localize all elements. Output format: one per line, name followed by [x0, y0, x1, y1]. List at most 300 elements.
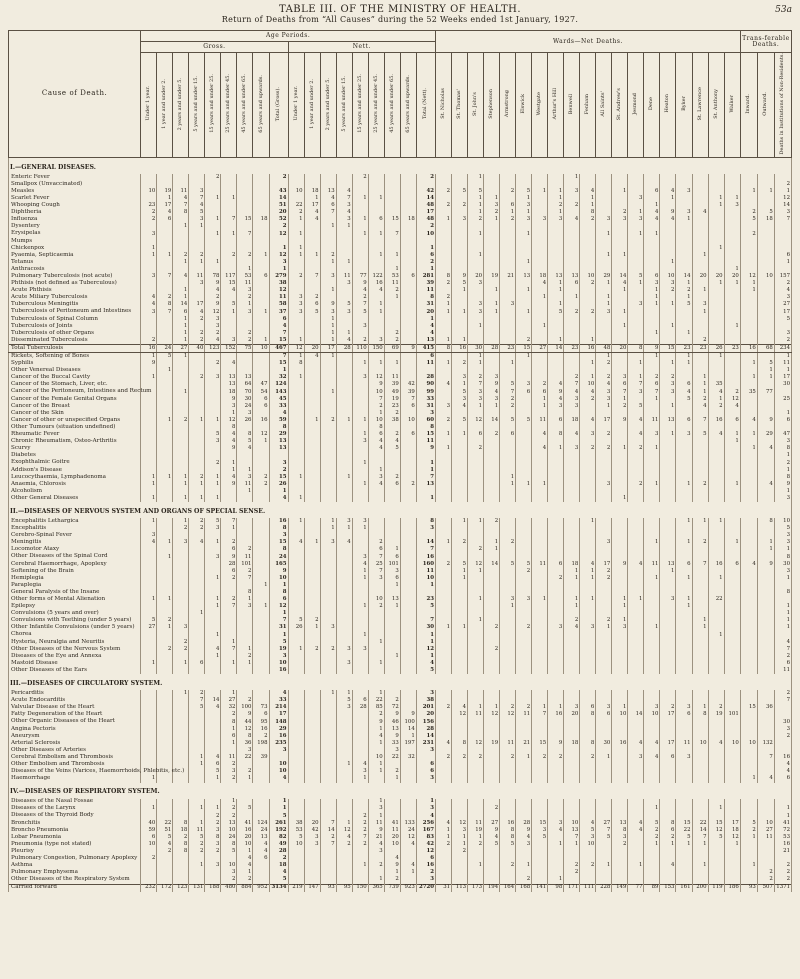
value-cell: 1 — [740, 775, 757, 782]
value-cell — [336, 453, 352, 460]
value-cell — [400, 582, 416, 589]
value-cell — [724, 733, 740, 740]
value-cell — [253, 554, 269, 561]
value-cell: 228 — [596, 884, 612, 892]
value-cell: 100 — [237, 704, 253, 711]
value-cell: 2 — [221, 575, 237, 582]
value-cell: 123 — [173, 884, 189, 892]
cause-name: Cerebro-Spinal Fever — [9, 532, 141, 539]
value-cell — [500, 639, 516, 646]
value-cell — [400, 525, 416, 532]
value-cell: 2 — [580, 309, 596, 316]
value-cell — [757, 252, 774, 259]
value-cell: 2 — [368, 403, 384, 410]
value-cell: 2 — [269, 467, 288, 474]
value-cell: 10 — [141, 841, 157, 848]
value-cell — [336, 806, 352, 813]
value-cell: 8 — [269, 424, 288, 431]
value-cell: 232 — [141, 884, 157, 892]
value-cell: 261 — [269, 820, 288, 827]
value-cell: 11 — [416, 287, 435, 294]
value-cell — [304, 639, 320, 646]
value-cell — [157, 690, 173, 697]
value-cell — [173, 603, 189, 610]
value-cell: 3 — [336, 646, 352, 653]
value-cell — [157, 280, 173, 287]
value-cell — [304, 389, 320, 396]
value-cell: 2 — [774, 653, 791, 660]
value-cell: 3 — [320, 540, 336, 547]
value-cell: 3 — [205, 862, 221, 869]
value-cell: 1 — [644, 396, 660, 403]
value-cell — [336, 460, 352, 467]
value-cell: 24 — [253, 827, 269, 834]
value-cell: 4 — [189, 202, 205, 209]
value-cell: 7 — [221, 603, 237, 610]
value-cell — [141, 554, 157, 561]
value-cell — [628, 768, 644, 775]
value-cell: 19 — [708, 712, 724, 719]
value-cell — [304, 453, 320, 460]
value-cell: 7 — [221, 518, 237, 525]
value-cell — [468, 869, 484, 876]
value-cell: 20 — [384, 834, 400, 841]
value-cell: 13 — [564, 827, 580, 834]
value-cell — [516, 540, 532, 547]
value-cell — [304, 518, 320, 525]
value-cell: 1 — [320, 389, 336, 396]
value-cell — [708, 330, 724, 337]
value-cell — [304, 719, 320, 726]
value-cell — [205, 181, 221, 188]
value-cell: 2 — [500, 216, 516, 223]
value-cell: 3 — [484, 202, 500, 209]
value-cell — [320, 481, 336, 488]
cause-name: Paraplegia — [9, 582, 141, 589]
value-cell: 1 — [157, 474, 173, 481]
ward-column-9 — [580, 53, 596, 158]
value-cell — [288, 596, 304, 603]
value-cell: 1 — [740, 287, 757, 294]
value-cell: 2 — [352, 295, 368, 302]
value-cell: 53 — [774, 834, 791, 841]
cause-name: Convulsions with Teething (under 5 years) — [9, 618, 141, 625]
value-cell: 1 — [436, 216, 452, 223]
value-cell: 4 — [724, 403, 740, 410]
value-cell: 2 — [516, 337, 532, 345]
value-cell — [468, 667, 484, 674]
value-cell: 1 — [532, 295, 548, 302]
value-cell — [336, 287, 352, 294]
table-row — [9, 639, 792, 646]
value-cell — [304, 799, 320, 806]
value-cell — [532, 474, 548, 481]
value-cell: 1 — [352, 862, 368, 869]
cause-name: Aneurysm — [9, 733, 141, 740]
value-cell: 3 — [288, 295, 304, 302]
gross-age-column-2-label: 2 years and under 5. — [177, 77, 184, 130]
value-cell: 1 — [468, 862, 484, 869]
value-cell — [692, 445, 708, 452]
value-cell — [320, 582, 336, 589]
value-cell — [676, 224, 692, 231]
gross-age-column-7 — [253, 53, 269, 158]
value-cell: 2 — [468, 754, 484, 761]
value-cell: 1 — [336, 761, 352, 768]
cause-name: Phthisis (not defined as Tuberculous) — [9, 280, 141, 287]
value-cell: 1 — [368, 660, 384, 667]
value-cell — [484, 869, 500, 876]
table-row — [9, 295, 792, 302]
value-cell — [500, 877, 516, 885]
value-cell — [612, 568, 628, 575]
value-cell: 6 — [644, 188, 660, 195]
cause-name: Pulmonary Tuberculosis (not acute) — [9, 273, 141, 280]
value-cell — [400, 474, 416, 481]
value-cell: 5 — [452, 389, 468, 396]
value-cell: 4 — [774, 287, 791, 294]
value-cell: 6 — [676, 561, 692, 568]
value-cell — [708, 252, 724, 259]
value-cell — [564, 719, 580, 726]
gross-age-column-3-label: 5 years and under 15. — [193, 75, 200, 132]
value-cell: 12 — [774, 195, 791, 202]
value-cell — [757, 806, 774, 813]
value-cell: 26 — [708, 345, 724, 353]
value-cell — [628, 495, 644, 502]
value-cell — [580, 719, 596, 726]
value-cell: 21 — [516, 740, 532, 747]
value-cell — [740, 195, 757, 202]
value-cell: 3 — [352, 518, 368, 525]
value-cell — [253, 195, 269, 202]
value-cell — [253, 460, 269, 467]
value-cell: 72 — [774, 827, 791, 834]
value-cell: 5 — [516, 188, 532, 195]
value-cell: 1 — [320, 259, 336, 266]
value-cell — [708, 690, 724, 697]
value-cell — [708, 525, 724, 532]
value-cell — [660, 396, 676, 403]
value-cell — [189, 733, 205, 740]
value-cell: 1 — [724, 540, 740, 547]
value-cell: 2 — [468, 445, 484, 452]
value-cell — [452, 231, 468, 238]
value-cell — [304, 848, 320, 855]
value-cell — [173, 238, 189, 245]
value-cell — [253, 799, 269, 806]
value-cell — [253, 667, 269, 674]
value-cell — [628, 460, 644, 467]
value-cell: 2 — [468, 216, 484, 223]
value-cell — [564, 877, 580, 885]
value-cell — [757, 382, 774, 389]
value-cell — [612, 460, 628, 467]
value-cell — [253, 367, 269, 374]
value-cell — [173, 231, 189, 238]
value-cell — [157, 224, 173, 231]
value-cell: 2 — [774, 460, 791, 467]
value-cell: 4 — [740, 417, 757, 424]
value-cell: 1 — [221, 309, 237, 316]
value-cell — [644, 474, 660, 481]
value-cell — [532, 245, 548, 252]
value-cell — [436, 806, 452, 813]
value-cell — [500, 453, 516, 460]
value-cell — [320, 424, 336, 431]
value-cell — [288, 806, 304, 813]
value-cell: 1 — [484, 302, 500, 309]
value-cell — [468, 806, 484, 813]
value-cell — [173, 547, 189, 554]
value-cell — [141, 575, 157, 582]
value-cell — [436, 568, 452, 575]
value-cell: 2 — [500, 403, 516, 410]
value-cell — [532, 610, 548, 617]
value-cell — [644, 238, 660, 245]
value-cell: 1 — [237, 660, 253, 667]
value-cell: 4 — [352, 561, 368, 568]
value-cell — [644, 245, 660, 252]
value-cell: 1 — [205, 575, 221, 582]
value-cell — [368, 525, 384, 532]
value-cell: 14 — [320, 827, 336, 834]
value-cell: 29 — [269, 431, 288, 438]
value-cell — [468, 495, 484, 502]
value-cell — [612, 632, 628, 639]
value-cell: 1 — [269, 266, 288, 273]
value-cell: 149 — [612, 884, 628, 892]
value-cell — [628, 309, 644, 316]
table-row — [9, 216, 792, 223]
value-cell: 6 — [516, 389, 532, 396]
value-cell: 8 — [692, 712, 708, 719]
value-cell — [708, 618, 724, 625]
value-cell — [320, 474, 336, 481]
value-cell: 1 — [596, 302, 612, 309]
value-cell: 11 — [189, 827, 205, 834]
value-cell — [141, 330, 157, 337]
value-cell — [484, 610, 500, 617]
value-cell — [336, 252, 352, 259]
value-cell — [320, 360, 336, 367]
value-cell: 1 — [708, 353, 724, 361]
value-cell — [564, 667, 580, 674]
value-cell: 2 — [205, 813, 221, 820]
value-cell: 1 — [548, 302, 564, 309]
value-cell — [564, 632, 580, 639]
value-cell: 27 — [173, 345, 189, 353]
value-cell: 30 — [774, 561, 791, 568]
value-cell — [468, 660, 484, 667]
value-cell — [304, 525, 320, 532]
value-cell — [708, 547, 724, 554]
value-cell — [676, 467, 692, 474]
value-cell — [596, 775, 612, 782]
value-cell — [141, 561, 157, 568]
value-cell: 30 — [774, 719, 791, 726]
value-cell: 1 — [692, 375, 708, 382]
value-cell — [596, 660, 612, 667]
value-cell: 3 — [532, 216, 548, 223]
value-cell: 2 — [436, 754, 452, 761]
value-cell — [189, 382, 205, 389]
value-cell — [628, 813, 644, 820]
value-cell — [532, 761, 548, 768]
value-cell — [580, 667, 596, 674]
value-cell: 4 — [757, 445, 774, 452]
value-cell — [580, 761, 596, 768]
value-cell — [532, 495, 548, 502]
value-cell — [740, 632, 757, 639]
value-cell — [400, 547, 416, 554]
value-cell: 1 — [352, 195, 368, 202]
value-cell: 95 — [336, 884, 352, 892]
value-cell: 24 — [157, 345, 173, 353]
value-cell: 1 — [352, 775, 368, 782]
value-cell — [628, 775, 644, 782]
value-cell — [288, 554, 304, 561]
value-cell — [612, 316, 628, 323]
value-cell — [484, 445, 500, 452]
value-cell — [612, 174, 628, 181]
value-cell — [320, 547, 336, 554]
value-cell — [141, 424, 157, 431]
value-cell: 197 — [400, 740, 416, 747]
value-cell — [189, 467, 205, 474]
value-cell: 8 — [288, 360, 304, 367]
value-cell — [221, 632, 237, 639]
value-cell: 2 — [452, 202, 468, 209]
value-cell — [468, 238, 484, 245]
value-cell: 3 — [660, 389, 676, 396]
value-cell: 31 — [416, 302, 435, 309]
ward-column-8 — [564, 53, 580, 158]
value-cell — [253, 174, 269, 181]
value-cell: 3 — [288, 302, 304, 309]
value-cell — [724, 445, 740, 452]
value-cell — [612, 195, 628, 202]
value-cell — [320, 431, 336, 438]
value-cell — [596, 488, 612, 495]
value-cell: 13 — [416, 337, 435, 345]
value-cell: 4 — [580, 417, 596, 424]
value-cell: 7 — [368, 554, 384, 561]
value-cell: 14 — [416, 733, 435, 740]
value-cell — [253, 181, 269, 188]
value-cell — [708, 754, 724, 761]
value-cell — [253, 610, 269, 617]
value-cell: 1 — [173, 295, 189, 302]
value-cell: 1 — [221, 467, 237, 474]
value-cell — [320, 488, 336, 495]
value-cell: 1 — [221, 740, 237, 747]
value-cell — [692, 589, 708, 596]
value-cell: 2 — [548, 754, 564, 761]
value-cell: 16 — [253, 726, 269, 733]
cause-name: Leucocythaemia, Lymphadenoma — [9, 474, 141, 481]
value-cell — [724, 337, 740, 345]
value-cell: 6 — [352, 697, 368, 704]
value-cell: 1 — [368, 740, 384, 747]
value-cell: 1 — [692, 389, 708, 396]
nett-age-column-8 — [416, 53, 435, 158]
value-cell: 6 — [532, 389, 548, 396]
value-cell: 1 — [368, 726, 384, 733]
value-cell — [660, 761, 676, 768]
value-cell — [644, 603, 660, 610]
value-cell — [141, 740, 157, 747]
value-cell — [757, 488, 774, 495]
value-cell: 1 — [468, 209, 484, 216]
value-cell — [368, 625, 384, 632]
nett-age-column-4-label: 15 years and under 25. — [356, 74, 363, 134]
value-cell — [644, 761, 660, 768]
value-cell — [189, 625, 205, 632]
value-cell — [352, 667, 368, 674]
value-cell — [304, 690, 320, 697]
table-row — [9, 697, 792, 704]
value-cell: 2 — [384, 431, 400, 438]
value-cell: 44 — [237, 719, 253, 726]
value-cell: 2 — [580, 280, 596, 287]
cause-name: Mumps — [9, 238, 141, 245]
value-cell — [253, 259, 269, 266]
value-cell: 4 — [676, 389, 692, 396]
value-cell: 19 — [384, 396, 400, 403]
value-cell: 219 — [288, 884, 304, 892]
value-cell: 11 — [644, 561, 660, 568]
value-cell — [612, 719, 628, 726]
value-cell — [237, 667, 253, 674]
value-cell: 7 — [304, 273, 320, 280]
value-cell: 7 — [189, 195, 205, 202]
value-cell — [660, 806, 676, 813]
value-cell — [400, 202, 416, 209]
value-cell — [288, 431, 304, 438]
value-cell — [173, 775, 189, 782]
value-cell: 1 — [580, 518, 596, 525]
value-cell: 1 — [452, 841, 468, 848]
value-cell — [564, 848, 580, 855]
value-cell: 1 — [173, 389, 189, 396]
value-cell — [157, 712, 173, 719]
value-cell — [708, 733, 724, 740]
nett-age-column-7-label: 65 years and upwards. — [404, 74, 411, 133]
value-cell: 2 — [416, 174, 435, 181]
value-cell — [596, 639, 612, 646]
value-cell: 2 — [352, 820, 368, 827]
value-cell — [774, 389, 791, 396]
value-cell — [612, 869, 628, 876]
value-cell — [368, 316, 384, 323]
value-cell: 1 — [676, 353, 692, 361]
cause-name: Addison's Disease — [9, 467, 141, 474]
value-cell — [724, 460, 740, 467]
value-cell: 13 — [269, 445, 288, 452]
value-cell — [468, 245, 484, 252]
value-cell — [612, 726, 628, 733]
value-cell: 4 — [368, 287, 384, 294]
value-cell: 1 — [269, 610, 288, 617]
value-cell: 6 — [416, 353, 435, 361]
value-cell: 10 — [644, 712, 660, 719]
value-cell: 2 — [564, 862, 580, 869]
value-cell: 2 — [692, 540, 708, 547]
value-cell — [757, 653, 774, 660]
value-cell — [724, 603, 740, 610]
table-row — [9, 841, 792, 848]
